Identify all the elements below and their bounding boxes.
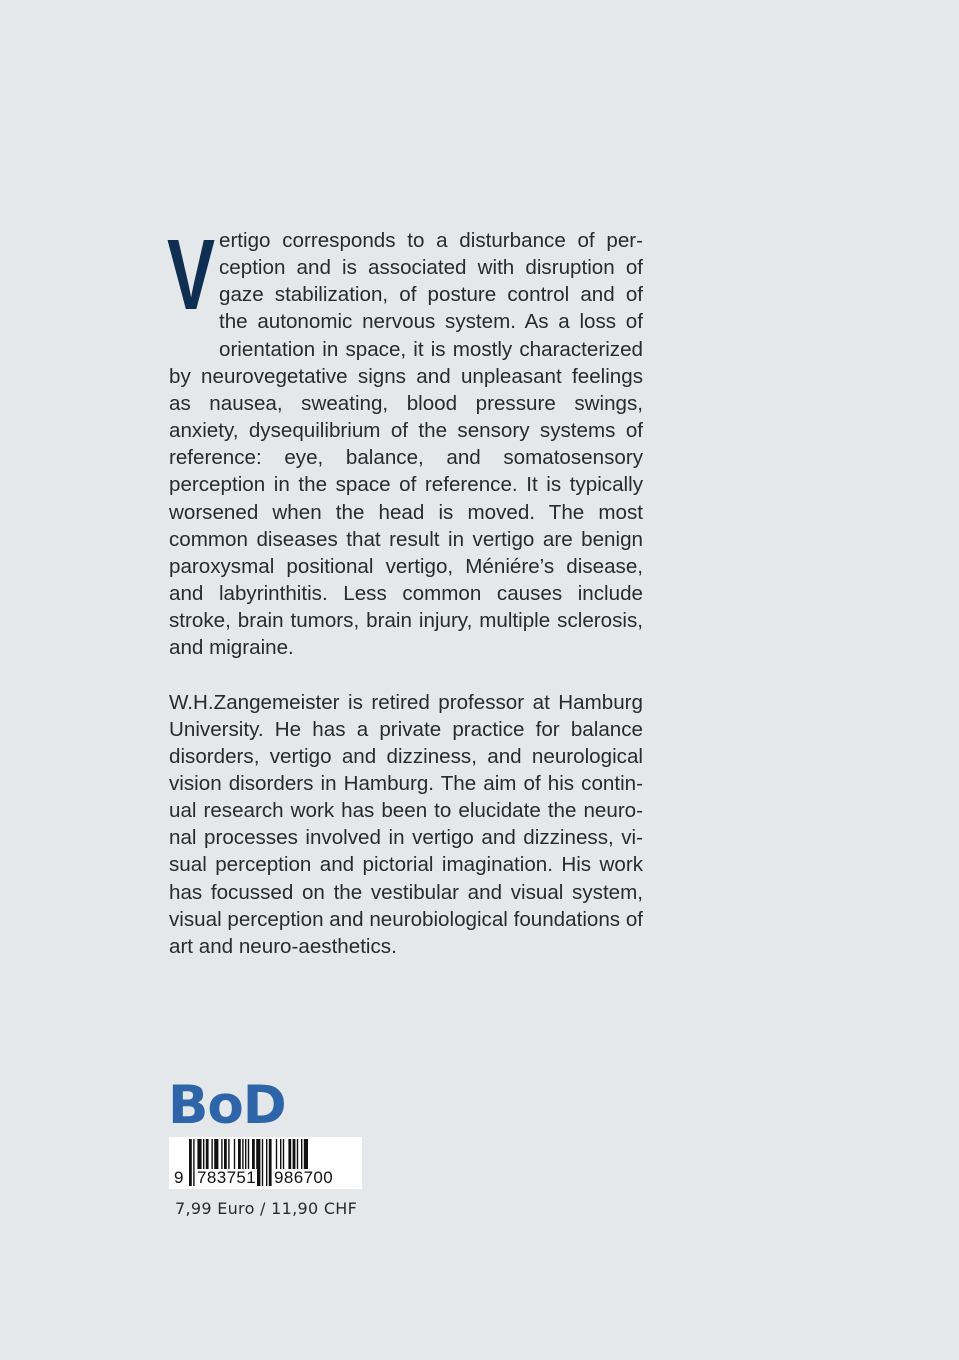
description-paragraph — [167, 219, 643, 662]
back-cover-text — [167, 219, 643, 960]
price-label: 7,99 Euro / 11,90 CHF — [175, 1199, 358, 1218]
barcode-bar — [269, 1139, 272, 1186]
barcode-bar — [266, 1139, 267, 1186]
publisher-logo: BoD — [168, 1075, 286, 1136]
isbn-barcode — [169, 1137, 362, 1189]
barcode-first-digit: 9 — [174, 1168, 184, 1187]
barcode-bar — [193, 1139, 194, 1186]
description-text: ertigo corresponds to a disturbance of perception and is associated with disruption of gaze stabilization, of posture control and of the autonomic nervous system. As a loss of orientation in space, it is mostly characterized by neurovegetative signs and unpleasant feelings as nausea, sweating, blood pressure swings, anxiety, dysequilibrium of the sensory systems of reference: eye, balance, and somatosensory perception in the space of reference. It is typically worsened when the head is moved. The most common diseases that result in vertigo are benign paroxysmal positional vertigo, Méniére’s disease, and labyrinthitis. Less common causes include stroke, brain tumors, brain injury, multiple sclerosis, and migraine. — [169, 229, 643, 660]
author-bio-paragraph: W.H.Zangemeister is retired professor at Hamburg University. He has a private practice for balance disorders, vertigo and dizziness, and neurological vision disorders in Hamburg. The aim of his continual research work has been to elucidate the neuronal processes involved in vertigo and dizziness, visual perception and pictorial imagination. His work has focussed on the vestibular and visual system, visual perception and neurobiological foundations of art and neuro-aesthetics. — [169, 690, 643, 958]
drop-cap: V — [167, 219, 216, 331]
barcode-right-digits: 986700 — [274, 1168, 334, 1187]
barcode-left-digits: 783751 — [197, 1168, 257, 1187]
barcode-bar — [262, 1139, 263, 1186]
barcode-bar — [189, 1139, 192, 1186]
